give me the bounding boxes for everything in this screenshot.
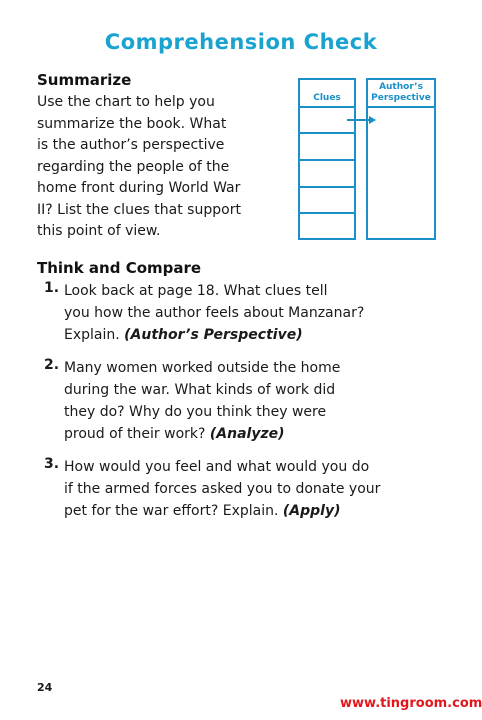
question-line-with-tag (64, 324, 364, 346)
question-number: 3. (44, 456, 60, 472)
summarize-line: regarding the people of the (37, 158, 230, 175)
question-line: How would you feel and what would you do (64, 459, 370, 475)
clues-header (300, 80, 354, 108)
question-line: pet for the war effort? Explain. (64, 503, 283, 519)
question-skill-tag: (Apply) (282, 503, 341, 519)
perspective-column (366, 78, 436, 240)
summarize-heading: Summarize (37, 71, 132, 89)
think-compare-heading: Think and Compare (37, 259, 202, 277)
question-line-with-tag (64, 423, 340, 445)
perspective-header-line2: Perspective (371, 93, 431, 103)
chart-row-divider (300, 159, 354, 161)
question-line: Look back at page 18. What clues tell (64, 283, 328, 299)
question-line: they do? Why do you think they were (64, 404, 327, 420)
summarize-line: Use the chart to help you (37, 94, 215, 110)
summarize-text (37, 92, 272, 243)
summarize-line: II? List the clues that support (37, 201, 241, 218)
summarize-line: is the author’s perspective (37, 137, 225, 153)
question-line: during the war. What kinds of work did (64, 382, 336, 398)
clues-column (298, 78, 356, 240)
question-skill-tag: (Analyze) (209, 426, 285, 442)
clues-header-label: Clues (313, 93, 341, 103)
question-number: 1. (44, 280, 60, 296)
question-line: Explain. (64, 327, 125, 343)
question-line: if the armed forces asked you to donate your (64, 481, 381, 497)
question-number: 2. (44, 357, 60, 373)
question-line: Many women worked outside the home (64, 360, 341, 376)
chart-row-divider (300, 186, 354, 188)
summarize-line: home front during World War (37, 180, 241, 196)
question-line: proud of their work? (64, 426, 210, 442)
question-line-with-tag (64, 500, 380, 522)
question-skill-tag: (Author’s Perspective) (124, 327, 303, 343)
watermark-link[interactable]: www.tingroom.com (340, 696, 482, 711)
question-line: you how the author feels about Manzanar? (64, 305, 365, 321)
page-number: 24 (37, 681, 53, 694)
summarize-line: this point of view. (37, 223, 161, 239)
summarize-line: summarize the book. What (37, 115, 227, 132)
chart-row-divider (300, 132, 354, 134)
perspective-header (368, 80, 434, 108)
perspective-chart (298, 78, 438, 240)
perspective-header-line1: Author’s (379, 82, 423, 92)
chart-row-divider (300, 212, 354, 214)
page-title: Comprehension Check (104, 30, 378, 54)
